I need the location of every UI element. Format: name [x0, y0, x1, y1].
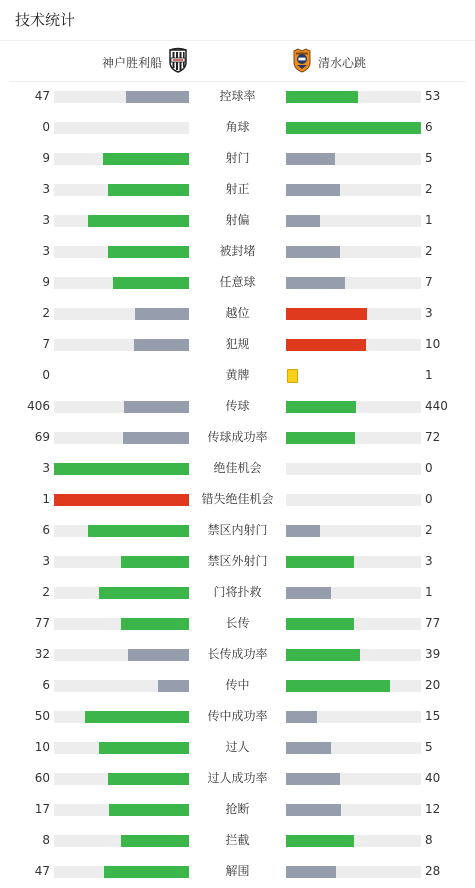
stat-row: [0, 174, 475, 205]
away-bar-track: [286, 153, 421, 165]
away-value: 77: [425, 616, 441, 630]
away-value: 3: [425, 306, 433, 320]
away-bar-track: [286, 494, 421, 506]
away-bar-fill: [286, 91, 358, 103]
stat-row: [0, 670, 475, 701]
stat-label: 拦截: [225, 833, 250, 847]
home-bar-track: [54, 246, 189, 258]
home-bar-fill: [158, 680, 189, 692]
away-bar-track: [286, 742, 421, 754]
away-bar-fill: [286, 215, 320, 227]
home-bar-fill: [123, 432, 189, 444]
stat-label: 射正: [225, 182, 250, 196]
away-value: 1: [425, 213, 433, 227]
home-bar-track: [54, 215, 189, 227]
home-bar-track: [54, 525, 189, 537]
stat-label: 长传: [225, 616, 250, 630]
stat-row: [0, 391, 475, 422]
away-value: 28: [425, 864, 441, 878]
home-bar-track: [54, 432, 189, 444]
home-bar-track: [54, 835, 189, 847]
home-value: 6: [42, 523, 50, 537]
home-value: 7: [42, 337, 50, 351]
home-value: 47: [34, 89, 50, 103]
home-bar-fill: [113, 277, 189, 289]
away-value: 10: [425, 337, 441, 351]
away-bar-fill: [286, 618, 354, 630]
stat-row: [0, 267, 475, 298]
away-bar-track: [286, 308, 421, 320]
away-bar-fill: [286, 339, 366, 351]
home-bar-track: [54, 742, 189, 754]
away-value: 15: [425, 709, 441, 723]
home-bar-track: [54, 804, 189, 816]
away-bar-track: [286, 91, 421, 103]
home-value: 406: [27, 399, 50, 413]
home-value: 9: [42, 151, 50, 165]
away-bar-fill: [286, 587, 331, 599]
home-bar-track: [54, 649, 189, 661]
home-value: 32: [34, 647, 50, 661]
away-value: 0: [425, 461, 433, 475]
home-value: 17: [34, 802, 50, 816]
home-bar-track: [54, 401, 189, 413]
away-value: 5: [425, 740, 433, 754]
stat-row: [0, 732, 475, 763]
stat-row: [0, 639, 475, 670]
away-bar-track: [286, 432, 421, 444]
stats-list: [0, 81, 475, 887]
home-bar-track: [54, 494, 189, 506]
away-value: 440: [425, 399, 448, 413]
stat-label: 射偏: [225, 213, 250, 227]
away-bar-track: [286, 246, 421, 258]
away-bar-track: [286, 804, 421, 816]
home-bar-fill: [54, 463, 189, 475]
away-bar-track: [286, 463, 421, 475]
stat-label: 抢断: [225, 802, 250, 816]
home-bar-fill: [54, 494, 189, 506]
away-value: 1: [425, 585, 433, 599]
stat-row: [0, 515, 475, 546]
home-bar-fill: [108, 246, 189, 258]
home-value: 0: [42, 120, 50, 134]
away-bar-fill: [286, 308, 367, 320]
divider: [0, 40, 475, 41]
away-value: 5: [425, 151, 433, 165]
home-bar-fill: [126, 91, 189, 103]
home-bar-fill: [99, 587, 189, 599]
away-bar-fill: [286, 277, 345, 289]
stat-label: 解围: [225, 864, 250, 878]
away-bar-track: [286, 618, 421, 630]
stat-label: 黄牌: [225, 368, 250, 382]
stat-label: 长传成功率: [207, 647, 268, 661]
home-bar-fill: [109, 804, 189, 816]
away-bar-fill: [286, 649, 360, 661]
away-bar-track: [286, 773, 421, 785]
away-team[interactable]: [292, 46, 366, 78]
stat-label: 传中: [225, 678, 250, 692]
team-header: [0, 46, 475, 78]
vissel-kobe-crest-icon: [168, 47, 188, 77]
home-bar-fill: [88, 215, 189, 227]
away-value: 20: [425, 678, 441, 692]
away-bar-track: [286, 525, 421, 537]
away-bar-fill: [286, 680, 390, 692]
away-bar-track: [286, 649, 421, 661]
stat-label: 任意球: [219, 275, 256, 289]
away-bar-track: [286, 866, 421, 878]
away-value: 7: [425, 275, 433, 289]
stat-label: 射门: [225, 151, 250, 165]
away-value: 39: [425, 647, 441, 661]
home-value: 0: [42, 368, 50, 382]
away-bar-track: [286, 711, 421, 723]
stat-label: 错失绝佳机会: [201, 492, 274, 506]
home-value: 50: [34, 709, 50, 723]
away-bar-track: [286, 339, 421, 351]
yellow-card-icon: [287, 369, 298, 383]
away-bar-fill: [286, 804, 341, 816]
away-value: 72: [425, 430, 441, 444]
away-value: 0: [425, 492, 433, 506]
stat-row: [0, 484, 475, 515]
home-bar-track: [54, 153, 189, 165]
home-bar-fill: [124, 401, 189, 413]
away-bar-fill: [286, 835, 354, 847]
away-bar-fill: [286, 432, 355, 444]
home-bar-fill: [121, 618, 189, 630]
stat-label: 被封堵: [219, 244, 256, 258]
home-bar-track: [54, 773, 189, 785]
home-bar-track: [54, 308, 189, 320]
stat-row: [0, 143, 475, 174]
home-bar-fill: [104, 866, 189, 878]
home-value: 2: [42, 585, 50, 599]
home-bar-track: [54, 711, 189, 723]
away-bar-fill: [286, 556, 354, 568]
away-bar-track: [286, 184, 421, 196]
home-value: 3: [42, 213, 50, 227]
away-value: 12: [425, 802, 441, 816]
home-value: 77: [34, 616, 50, 630]
away-bar-track: [286, 215, 421, 227]
home-value: 3: [42, 182, 50, 196]
home-bar-track: [54, 866, 189, 878]
home-bar-track: [54, 463, 189, 475]
home-bar-fill: [108, 773, 189, 785]
home-bar-track: [54, 91, 189, 103]
away-bar-fill: [286, 401, 356, 413]
home-bar-track: [54, 556, 189, 568]
away-value: 3: [425, 554, 433, 568]
away-value: 53: [425, 89, 441, 103]
stat-row: [0, 763, 475, 794]
away-bar-track: [286, 587, 421, 599]
away-bar-fill: [286, 742, 331, 754]
home-bar-track: [54, 277, 189, 289]
away-bar-track: [286, 835, 421, 847]
stat-label: 禁区外射门: [207, 554, 268, 568]
home-bar-fill: [134, 339, 189, 351]
stat-row: [0, 701, 475, 732]
away-bar-track: [286, 401, 421, 413]
away-team-name: 清水心跳: [318, 55, 367, 70]
stat-row: [0, 360, 475, 391]
stat-label: 犯规: [225, 337, 250, 351]
home-value: 1: [42, 492, 50, 506]
stat-row: [0, 856, 475, 887]
stat-label: 越位: [225, 306, 250, 320]
stat-label: 控球率: [219, 89, 256, 103]
stat-row: [0, 329, 475, 360]
away-bar-fill: [286, 122, 421, 134]
home-bar-fill: [108, 184, 189, 196]
away-value: 6: [425, 120, 433, 134]
stat-label: 绝佳机会: [213, 461, 262, 475]
away-bar-fill: [286, 773, 340, 785]
away-bar-fill: [286, 711, 317, 723]
home-value: 47: [34, 864, 50, 878]
home-bar-fill: [121, 835, 189, 847]
away-value: 2: [425, 244, 433, 258]
home-value: 3: [42, 244, 50, 258]
stat-label: 传球: [225, 399, 250, 413]
away-bar-fill: [286, 184, 340, 196]
stat-row: [0, 112, 475, 143]
away-value: 2: [425, 523, 433, 537]
stat-row: [0, 608, 475, 639]
away-bar-fill: [286, 866, 336, 878]
stat-row: [0, 453, 475, 484]
stat-row: [0, 794, 475, 825]
home-value: 2: [42, 306, 50, 320]
away-bar-fill: [286, 153, 335, 165]
away-bar-track: [286, 277, 421, 289]
home-value: 8: [42, 833, 50, 847]
stat-label: 禁区内射门: [207, 523, 268, 537]
home-bar-fill: [121, 556, 189, 568]
stat-row: [0, 236, 475, 267]
home-bar-fill: [85, 711, 189, 723]
stat-row: [0, 422, 475, 453]
home-bar-track: [54, 339, 189, 351]
home-bar-fill: [135, 308, 189, 320]
home-bar-fill: [88, 525, 189, 537]
home-value: 3: [42, 554, 50, 568]
stat-row: [0, 577, 475, 608]
home-bar-track: [54, 680, 189, 692]
home-value: 6: [42, 678, 50, 692]
away-value: 1: [425, 368, 433, 382]
away-value: 2: [425, 182, 433, 196]
stat-label: 传球成功率: [207, 430, 268, 444]
stat-row: [0, 298, 475, 329]
stat-label: 角球: [225, 120, 250, 134]
home-bar-fill: [103, 153, 189, 165]
home-team[interactable]: [102, 46, 188, 78]
stat-label: 过人: [225, 740, 250, 754]
stat-row: [0, 546, 475, 577]
stat-label: 传中成功率: [207, 709, 268, 723]
home-bar-track: [54, 587, 189, 599]
home-value: 9: [42, 275, 50, 289]
stat-row: [0, 81, 475, 112]
away-value: 40: [425, 771, 441, 785]
away-bar-track: [286, 680, 421, 692]
home-value: 10: [34, 740, 50, 754]
stat-label: 门将扑救: [213, 585, 262, 599]
stat-row: [0, 205, 475, 236]
home-bar-fill: [128, 649, 189, 661]
home-bar-track: [54, 184, 189, 196]
home-bar-track: [54, 618, 189, 630]
shimizu-s-pulse-crest-icon: [292, 47, 312, 77]
away-bar-fill: [286, 246, 340, 258]
away-bar-track: [286, 556, 421, 568]
home-bar-fill: [99, 742, 189, 754]
home-value: 3: [42, 461, 50, 475]
home-team-name: 神户胜利船: [101, 55, 162, 70]
home-value: 69: [34, 430, 50, 444]
page-title: 技术统计: [15, 11, 76, 29]
away-bar-track: [286, 122, 421, 134]
away-bar-fill: [286, 525, 320, 537]
home-value: 60: [34, 771, 50, 785]
stat-row: [0, 825, 475, 856]
stat-label: 过人成功率: [207, 771, 268, 785]
away-value: 8: [425, 833, 433, 847]
home-bar-track: [54, 122, 189, 134]
